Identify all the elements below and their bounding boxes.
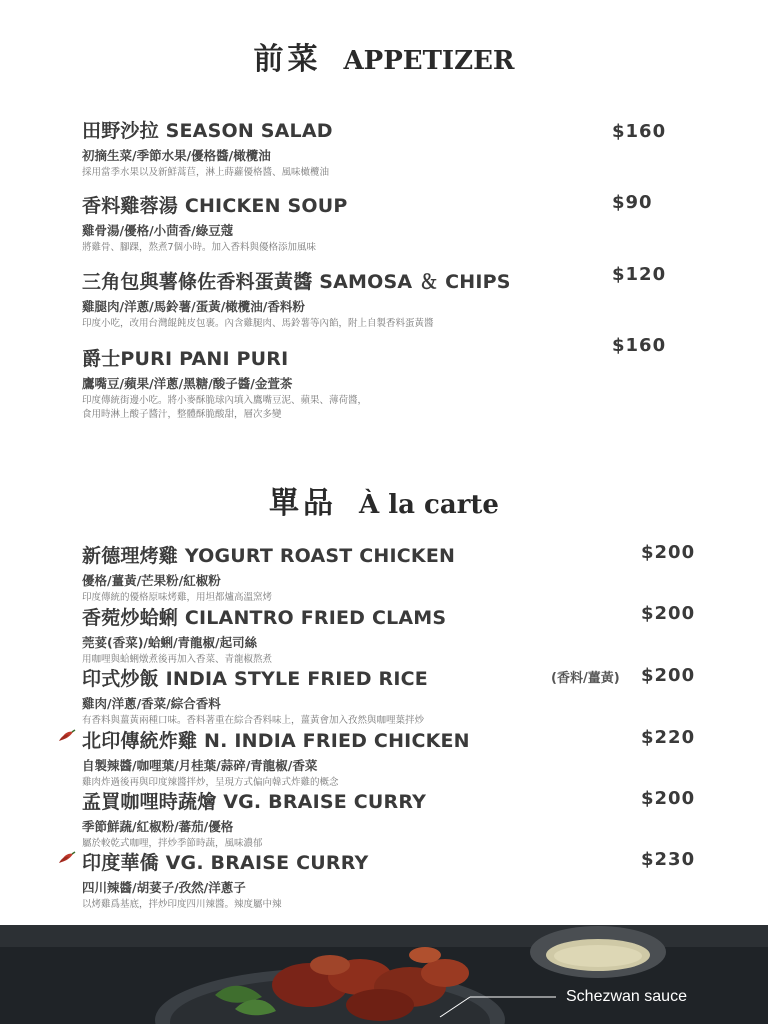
item-price: $160 bbox=[612, 335, 667, 356]
item-description: 雞肉炸過後再與印度辣醬拌炒，呈現方式偏向韓式炸雞的概念 bbox=[82, 777, 339, 788]
chili-pepper-icon bbox=[58, 729, 76, 743]
item-description: 印度傳統的優格原味烤雞，用坦都爐高溫窯烤 bbox=[82, 592, 273, 603]
item-description: 採用當季水果以及新鮮蒿苣，淋上蒔蘿優格醬、風味橄欖油 bbox=[82, 167, 330, 178]
section-title-en: À la carte bbox=[359, 490, 499, 520]
menu-item bbox=[82, 344, 367, 422]
item-ingredients: 優格/薑黃/芒果粉/紅椒粉 bbox=[82, 573, 221, 588]
item-name: 香菀炒蛤蜊 CILANTRO FRIED CLAMS bbox=[82, 607, 447, 629]
item-description: 有香料與薑黃兩種口味。香料著重在綜合香料味上，薑黃會加入孜然與咖哩葉拌炒 bbox=[82, 715, 425, 726]
item-name: 田野沙拉 SEASON SALAD bbox=[82, 120, 333, 142]
item-description-line2: 食用時淋上酸子醬汁，整體酥脆酸甜，層次多變 bbox=[82, 409, 282, 420]
menu-item bbox=[82, 603, 446, 667]
item-name: 印式炒飯 INDIA STYLE FRIED RICE bbox=[82, 668, 428, 690]
menu-item bbox=[82, 726, 470, 790]
item-ingredients: 雞腿肉/洋蔥/馬鈴薯/蛋黃/橄欖油/香料粉 bbox=[82, 299, 305, 314]
section-title-zh: 前菜 bbox=[253, 42, 322, 77]
item-description: 印度小吃，改用台灣餛飩皮包裹。內含雞腿肉、馬鈴薯等內餡，附上自製香料蛋黃醬 bbox=[82, 318, 434, 329]
item-price: $160 bbox=[612, 121, 667, 142]
food-photo-illustration bbox=[0, 925, 768, 1024]
menu-item bbox=[82, 191, 347, 255]
item-name: 北印傳統炸雞 N. INDIA FRIED CHICKEN bbox=[82, 730, 470, 752]
menu-item bbox=[82, 848, 368, 912]
item-ingredients: 莞荽(香菜)/蛤蜊/青龍椒/起司絲 bbox=[82, 635, 258, 650]
menu-item bbox=[82, 267, 511, 331]
item-description: 將雞骨、腳踝，熬煮7個小時。加入香料與優格添加風味 bbox=[82, 242, 317, 253]
item-name: 孟買咖哩時蔬燴 VG. BRAISE CURRY bbox=[82, 791, 427, 813]
section-title-zh: 單品 bbox=[269, 486, 338, 521]
item-price: $230 bbox=[641, 849, 696, 870]
item-ingredients: 四川辣醬/胡荽子/孜然/洋蔥子 bbox=[82, 880, 246, 895]
item-description: 以烤雞爲基底，拌炒印度四川辣醬。辣度屬中辣 bbox=[82, 899, 282, 910]
item-name: 爵士PURI PANI PURI bbox=[82, 348, 289, 370]
item-name: 三角包與薯條佐香料蛋黃醬 SAMOSA ＆ CHIPS bbox=[82, 271, 511, 293]
item-ingredients: 鷹嘴豆/蘋果/洋蔥/黑糖/酸子醬/金萱茶 bbox=[82, 376, 293, 391]
flavor-option-note: (香料/薑黃) bbox=[551, 671, 620, 686]
item-price: $200 bbox=[641, 542, 696, 563]
photo-caption: Schezwan sauce bbox=[566, 988, 687, 1005]
item-price: $90 bbox=[612, 192, 653, 213]
section-title-alacarte bbox=[0, 478, 768, 522]
item-name: 印度華僑 VG. BRAISE CURRY bbox=[82, 852, 369, 874]
item-description: 用咖哩與蛤蜊燉煮後再加入香菜、青龍椒熬煮 bbox=[82, 654, 273, 665]
item-ingredients: 雞骨湯/優格/小茴香/綠豆蔻 bbox=[82, 223, 234, 238]
item-price: $220 bbox=[641, 727, 696, 748]
food-photo bbox=[0, 925, 768, 1024]
menu-item bbox=[82, 541, 455, 605]
item-ingredients: 自製辣醬/咖哩葉/月桂葉/蒜碎/青龍椒/香菜 bbox=[82, 758, 318, 773]
item-description: 屬於較乾式咖哩，拌炒季節時蔬，風味濃郁 bbox=[82, 838, 263, 849]
item-ingredients: 季節鮮蔬/紅椒粉/蕃茄/優格 bbox=[82, 819, 234, 834]
menu-item bbox=[82, 664, 428, 728]
item-price: $200 bbox=[641, 665, 696, 686]
item-price: $200 bbox=[641, 603, 696, 624]
item-name: 香料雞蓉湯 CHICKEN SOUP bbox=[82, 195, 348, 217]
item-name: 新德理烤雞 YOGURT ROAST CHICKEN bbox=[82, 545, 456, 567]
item-description-line1: 印度傳統街邊小吃。將小麥酥脆球內填入鷹嘴豆泥、蘋果、薄荷醬， bbox=[82, 395, 368, 406]
menu-item bbox=[82, 116, 333, 180]
section-title-appetizer bbox=[0, 34, 768, 78]
section-title-en: APPETIZER bbox=[343, 46, 515, 76]
menu-item bbox=[82, 787, 426, 851]
item-ingredients: 雞肉/洋蔥/香菜/綜合香料 bbox=[82, 696, 221, 711]
item-price: $120 bbox=[612, 264, 667, 285]
item-ingredients: 初摘生菜/季節水果/優格醬/橄欖油 bbox=[82, 148, 271, 163]
item-price: $200 bbox=[641, 788, 696, 809]
chili-pepper-icon bbox=[58, 851, 76, 865]
